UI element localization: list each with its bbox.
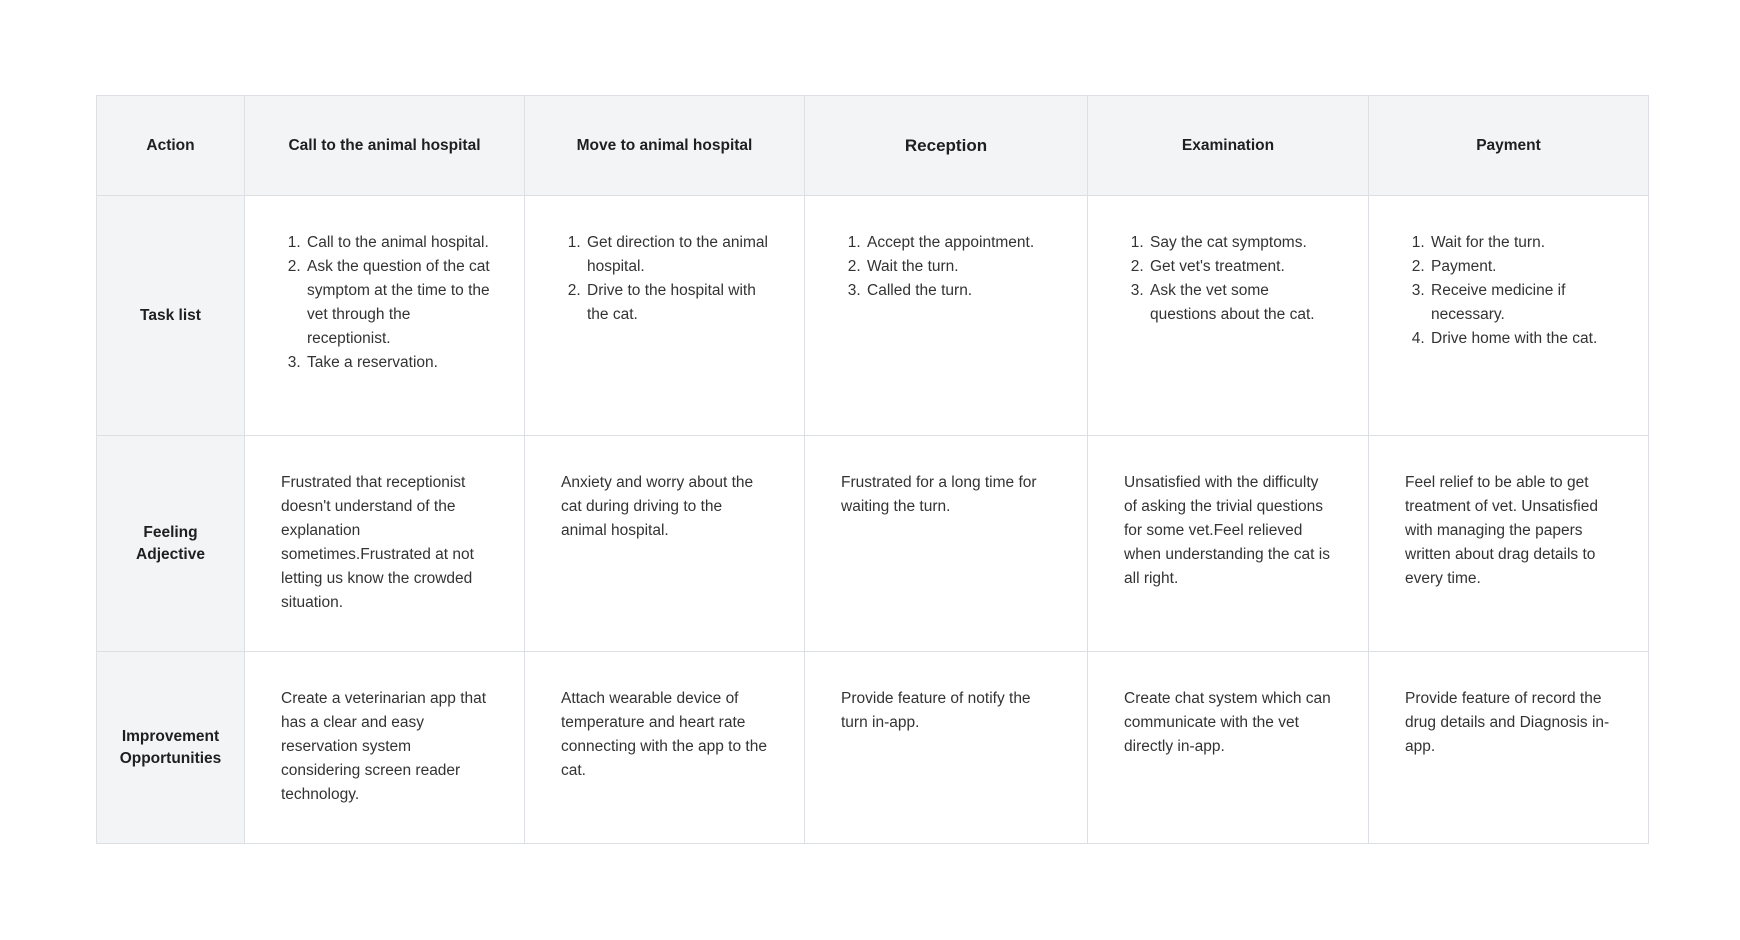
journey-map-table	[96, 95, 1649, 844]
task-item: 3. Ask the vet some questions about the cat.	[1148, 279, 1334, 327]
task-list	[1124, 231, 1334, 327]
task-cell-examination	[1088, 196, 1369, 436]
task-item: 2. Ask the question of the cat symptom at the time to the vet through the receptionist.	[305, 255, 490, 351]
improvement-cell-call	[245, 652, 525, 844]
row-label-task-list: Task list	[97, 196, 245, 436]
task-item: 2. Payment.	[1429, 255, 1614, 279]
feeling-cell-examination	[1088, 436, 1369, 652]
feeling-text: Unsatisfied with the difficulty of asking the trivial questions for some vet.Feel relieved when understanding the cat is all right.	[1124, 474, 1330, 587]
feeling-cell-payment	[1369, 436, 1649, 652]
task-item: 1. Wait for the turn.	[1429, 231, 1614, 255]
task-cell-payment	[1369, 196, 1649, 436]
task-item: 3. Take a reservation.	[305, 351, 490, 375]
improvement-cell-payment	[1369, 652, 1649, 844]
task-item: 2. Drive to the hospital with the cat.	[585, 279, 770, 327]
improvement-text: Provide feature of notify the turn in-app.	[841, 690, 1031, 731]
feeling-cell-call	[245, 436, 525, 652]
task-item: 1. Say the cat symptoms.	[1148, 231, 1334, 255]
row-label-feeling-adjective	[97, 436, 245, 652]
improvement-cell-move	[525, 652, 805, 844]
header-action: Action	[97, 96, 245, 196]
row-label-line: Opportunities	[119, 749, 222, 767]
header-payment: Payment	[1369, 96, 1649, 196]
improvement-row	[97, 652, 1649, 844]
header-move-to-hospital: Move to animal hospital	[525, 96, 805, 196]
row-label-line: Adjective	[136, 545, 205, 563]
header-reception: Reception	[805, 96, 1088, 196]
feeling-text: Frustrated for a long time for waiting the turn.	[841, 474, 1037, 515]
header-call-to-hospital: Call to the animal hospital	[245, 96, 525, 196]
header-examination: Examination	[1088, 96, 1369, 196]
task-cell-call	[245, 196, 525, 436]
improvement-text: Provide feature of record the drug details and Diagnosis in-app.	[1405, 690, 1610, 755]
feeling-text: Frustrated that receptionist doesn't understand of the explanation sometimes.Frustrated at not letting us know the crowded situation.	[281, 474, 474, 611]
feeling-row	[97, 436, 1649, 652]
task-list	[281, 231, 490, 375]
feeling-cell-reception	[805, 436, 1088, 652]
task-item: 2. Get vet's treatment.	[1148, 255, 1334, 279]
task-list	[561, 231, 770, 327]
improvement-text: Create a veterinarian app that has a clear and easy reservation system considering screen reader technology.	[281, 690, 487, 803]
row-label-improvement-opportunities	[97, 652, 245, 844]
task-item: 2. Wait the turn.	[865, 255, 1053, 279]
feeling-text: Anxiety and worry about the cat during driving to the animal hospital.	[561, 474, 754, 539]
task-item: 1. Accept the appointment.	[865, 231, 1053, 255]
feeling-cell-move	[525, 436, 805, 652]
task-item: 3. Called the turn.	[865, 279, 1053, 303]
task-item: 1. Get direction to the animal hospital.	[585, 231, 770, 279]
task-cell-reception	[805, 196, 1088, 436]
feeling-text: Feel relief to be able to get treatment of vet. Unsatisfied with managing the papers written about drag details to every time.	[1405, 474, 1598, 587]
task-cell-move	[525, 196, 805, 436]
row-label-line: Improvement	[121, 727, 220, 745]
task-list	[841, 231, 1053, 303]
improvement-text: Attach wearable device of temperature and heart rate connecting with the app to the cat.	[561, 690, 767, 779]
header-row	[97, 96, 1649, 196]
task-list	[1405, 231, 1614, 351]
task-item: 1. Call to the animal hospital.	[305, 231, 490, 255]
task-item: 4. Drive home with the cat.	[1429, 327, 1614, 351]
task-item: 3. Receive medicine if necessary.	[1429, 279, 1614, 327]
improvement-text: Create chat system which can communicate with the vet directly in-app.	[1124, 690, 1331, 755]
improvement-cell-examination	[1088, 652, 1369, 844]
improvement-cell-reception	[805, 652, 1088, 844]
task-list-row	[97, 196, 1649, 436]
row-label-line: Feeling	[143, 523, 198, 541]
